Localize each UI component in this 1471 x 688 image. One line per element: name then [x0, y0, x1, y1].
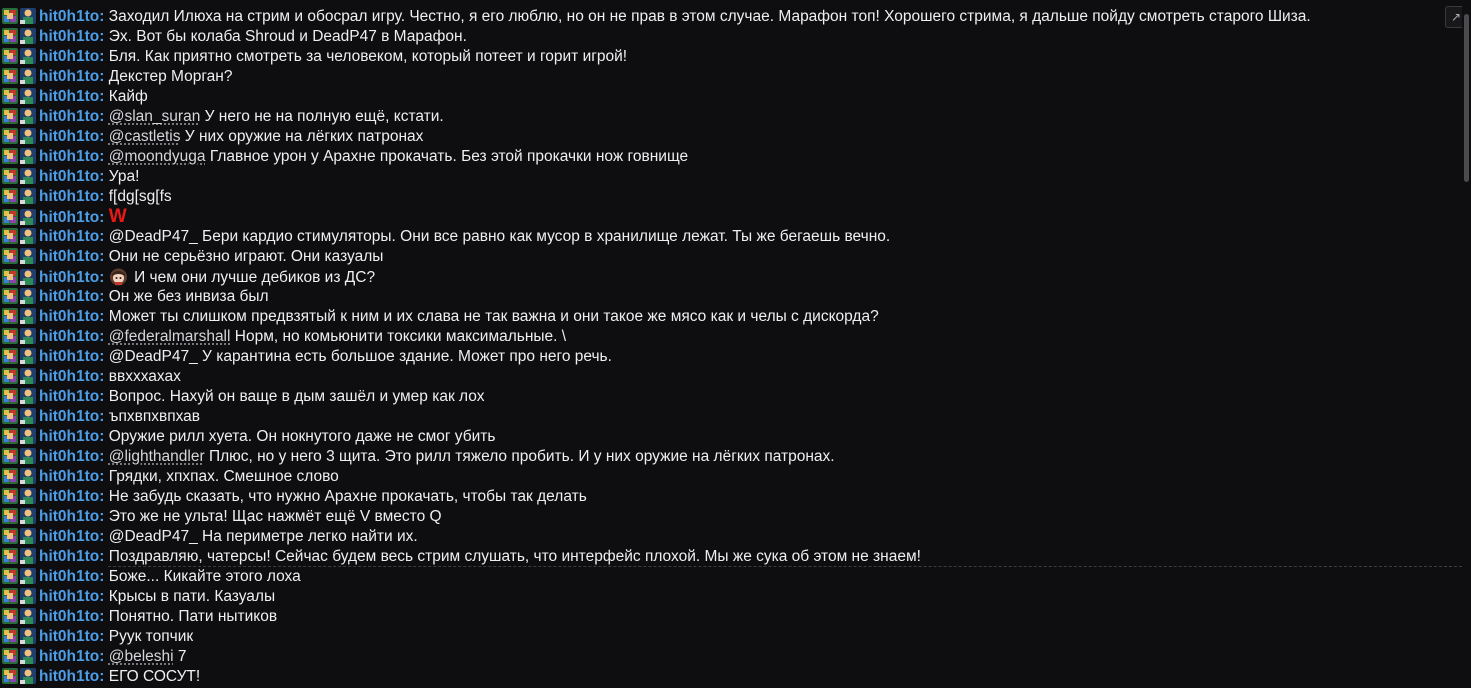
chat-username[interactable]: hit0h1to: — [39, 528, 105, 545]
chat-message-text: 7 — [177, 648, 187, 665]
chat-username[interactable]: hit0h1to: — [39, 269, 105, 286]
subscriber-badge-icon[interactable] — [2, 508, 18, 524]
subscriber-badge-icon[interactable] — [2, 168, 18, 184]
chat-username[interactable]: hit0h1to: — [39, 28, 105, 45]
chat-message-text: ввхххахах — [108, 368, 181, 385]
user-avatar-badge-icon[interactable] — [20, 48, 36, 64]
chat-message — [0, 647, 1462, 667]
subscriber-badge-icon[interactable] — [2, 328, 18, 344]
subscriber-badge-icon[interactable] — [2, 428, 18, 444]
user-avatar-badge-icon[interactable] — [20, 269, 36, 285]
subscriber-badge-icon[interactable] — [2, 148, 18, 164]
chat-username[interactable]: hit0h1to: — [39, 508, 105, 525]
chat-message — [0, 367, 1462, 387]
subscriber-badge-icon[interactable] — [2, 368, 18, 384]
user-avatar-badge-icon[interactable] — [20, 288, 36, 304]
user-avatar-badge-icon[interactable] — [20, 668, 36, 684]
chat-message — [0, 507, 1462, 527]
user-avatar-badge-icon[interactable] — [20, 209, 36, 225]
chat-username[interactable]: hit0h1to: — [39, 388, 105, 405]
chat-username[interactable]: hit0h1to: — [39, 468, 105, 485]
subscriber-badge-icon[interactable] — [2, 668, 18, 684]
subscriber-badge-icon[interactable] — [2, 48, 18, 64]
user-avatar-badge-icon[interactable] — [20, 368, 36, 384]
chat-username[interactable]: hit0h1to: — [39, 448, 105, 465]
chat-message-text: ъпхвпхвпхав — [108, 408, 201, 425]
chat-message — [0, 387, 1462, 407]
chat-username[interactable]: hit0h1to: — [39, 108, 105, 125]
user-avatar-badge-icon[interactable] — [20, 168, 36, 184]
chat-message — [0, 487, 1462, 507]
user-avatar-badge-icon[interactable] — [20, 648, 36, 664]
chat-message-text: Понятно. Пати нытиков — [108, 608, 278, 625]
chat-message-text: Это же не ульта! Щас нажмёт ещё V вместо Q — [108, 508, 442, 525]
chat-message — [0, 627, 1462, 647]
subscriber-badge-icon[interactable] — [2, 28, 18, 44]
subscriber-badge-icon[interactable] — [2, 448, 18, 464]
chat-message-text: f[dg[sg[fs — [108, 188, 172, 205]
chat-username[interactable]: hit0h1to: — [39, 608, 105, 625]
user-avatar-badge-icon[interactable] — [20, 628, 36, 644]
user-avatar-badge-icon[interactable] — [20, 428, 36, 444]
chat-message-text: @DeadP47_ Бери кардио стимуляторы. Они все равно как мусор в хранилище лежат. Ты же бегаешь вечно. — [108, 228, 891, 245]
chat-message-text: Ура! — [108, 168, 140, 185]
chat-username[interactable]: hit0h1to: — [39, 488, 105, 505]
chat-username[interactable]: hit0h1to: — [39, 68, 105, 85]
chat-message-text: Он же без инвиза был — [108, 288, 269, 305]
chat-message — [0, 347, 1462, 367]
user-avatar-badge-icon[interactable] — [20, 228, 36, 244]
chat-message — [0, 227, 1462, 247]
chat-username[interactable]: hit0h1to: — [39, 48, 105, 65]
chat-message — [0, 67, 1462, 87]
chat-username[interactable]: hit0h1to: — [39, 308, 105, 325]
user-avatar-badge-icon[interactable] — [20, 608, 36, 624]
scrollbar[interactable] — [1462, 0, 1471, 688]
user-avatar-badge-icon[interactable] — [20, 108, 36, 124]
chat-message-text: Руук топчик — [108, 628, 194, 645]
chat-username[interactable]: hit0h1to: — [39, 348, 105, 365]
chat-message-text: @DeadP47_ У карантина есть большое здание. Может про него речь. — [108, 348, 612, 365]
chat-username[interactable]: hit0h1to: — [39, 408, 105, 425]
subscriber-badge-icon[interactable] — [2, 228, 18, 244]
subscriber-badge-icon[interactable] — [2, 528, 18, 544]
subscriber-badge-icon[interactable] — [2, 568, 18, 584]
chat-message-text: И чем они лучше дебиков из ДС? — [134, 269, 376, 286]
chat-username[interactable]: hit0h1to: — [39, 428, 105, 445]
user-avatar-badge-icon[interactable] — [20, 508, 36, 524]
chat-message-text: ЕГО СОСУТ! — [108, 668, 201, 685]
chat-message-text: Декстер Морган? — [108, 68, 233, 85]
chat-message — [0, 327, 1462, 347]
chat-message — [0, 307, 1462, 327]
chat-message — [0, 447, 1462, 467]
chat-username[interactable]: hit0h1to: — [39, 288, 105, 305]
user-avatar-badge-icon[interactable] — [20, 308, 36, 324]
chat-message — [0, 427, 1462, 447]
subscriber-badge-icon[interactable] — [2, 408, 18, 424]
chat-username[interactable]: hit0h1to: — [39, 168, 105, 185]
chat-message — [0, 547, 1462, 567]
chat-username[interactable]: hit0h1to: — [39, 188, 105, 205]
chat-message — [0, 247, 1462, 267]
subscriber-badge-icon[interactable] — [2, 468, 18, 484]
chat-message — [0, 667, 1462, 687]
user-avatar-badge-icon[interactable] — [20, 28, 36, 44]
chat-mention[interactable]: @moondyuga — [108, 148, 206, 165]
user-avatar-badge-icon[interactable] — [20, 528, 36, 544]
chat-message — [0, 47, 1462, 67]
chat-message — [0, 27, 1462, 47]
chat-username[interactable]: hit0h1to: — [39, 548, 105, 565]
subscriber-badge-icon[interactable] — [2, 388, 18, 404]
chat-message — [0, 87, 1462, 107]
subscriber-badge-icon[interactable] — [2, 248, 18, 264]
chat-message-text: Оружие рилл хуета. Он нокнутого даже не смог убить — [108, 428, 496, 445]
subscriber-badge-icon[interactable] — [2, 608, 18, 624]
chat-message — [0, 167, 1462, 187]
subscriber-badge-icon[interactable] — [2, 628, 18, 644]
subscriber-badge-icon[interactable] — [2, 288, 18, 304]
chat-mention[interactable]: @lighthandler — [108, 448, 205, 465]
subscriber-badge-icon[interactable] — [2, 209, 18, 225]
chat-message-text: У них оружие на лёгких патронах — [184, 128, 424, 145]
chat-message — [0, 187, 1462, 207]
chat-mention[interactable]: @beleshi — [108, 648, 174, 665]
user-avatar-badge-icon[interactable] — [20, 128, 36, 144]
user-avatar-badge-icon[interactable] — [20, 408, 36, 424]
chat-message — [0, 567, 1462, 587]
subscriber-badge-icon[interactable] — [2, 68, 18, 84]
user-avatar-badge-icon[interactable] — [20, 248, 36, 264]
chat-message — [0, 7, 1462, 27]
anime-girl-emote-icon[interactable] — [109, 267, 128, 286]
chat-message — [0, 107, 1462, 127]
chat-username[interactable]: hit0h1to: — [39, 648, 105, 665]
chat-message — [0, 527, 1462, 547]
chat-username[interactable]: hit0h1to: — [39, 328, 105, 345]
chat-message-text: Кайф — [108, 88, 148, 105]
chat-message — [0, 147, 1462, 167]
chat-message — [0, 127, 1462, 147]
user-avatar-badge-icon[interactable] — [20, 8, 36, 24]
user-avatar-badge-icon[interactable] — [20, 68, 36, 84]
chat-message-text: Заходил Илюха на стрим и обосрал игру. Честно, я его люблю, но он не прав в этом случае. Марафон топ! Хорошего стрима, я дальше пойду смотреть старого Шиза. — [108, 8, 1311, 25]
chat-username[interactable]: hit0h1to: — [39, 128, 105, 145]
chat-message-text: Норм, но комьюнити токсики максимальные. \ — [234, 328, 567, 345]
chat-mention[interactable]: @slan_suran — [108, 108, 201, 125]
user-avatar-badge-icon[interactable] — [20, 348, 36, 364]
chat-message-text: Крысы в пати. Казуалы — [108, 588, 276, 605]
chat-message-text: Вопрос. Нахуй он ваще в дым зашёл и умер как лох — [108, 388, 485, 405]
chat-message — [0, 287, 1462, 307]
chat-emote-text: W — [108, 207, 127, 227]
chat-message-text: Главное урон у Арахне прокачать. Без этой прокачки нож говнище — [209, 148, 689, 165]
chat-message-text: Эх. Вот бы колаба Shroud и DeadP47 в Марафон. — [108, 28, 467, 45]
chat-message — [0, 407, 1462, 427]
subscriber-badge-icon[interactable] — [2, 88, 18, 104]
chat-message-text: Может ты слишком предвзятый к ним и их слава не так важна и они такое же мясо как и челы с дискорда? — [108, 308, 879, 325]
chat-message-text: Не забудь сказать, что нужно Арахне прокачать, чтобы так делать — [108, 488, 587, 505]
chat-message — [0, 607, 1462, 627]
subscriber-badge-icon[interactable] — [2, 128, 18, 144]
user-avatar-badge-icon[interactable] — [20, 188, 36, 204]
subscriber-badge-icon[interactable] — [2, 648, 18, 664]
user-avatar-badge-icon[interactable] — [20, 88, 36, 104]
subscriber-badge-icon[interactable] — [2, 488, 18, 504]
chat-username[interactable]: hit0h1to: — [39, 228, 105, 245]
external-link-icon[interactable]: ↗ — [1445, 6, 1467, 28]
subscriber-badge-icon[interactable] — [2, 188, 18, 204]
chat-message — [0, 207, 1462, 227]
chat-username[interactable]: hit0h1to: — [39, 209, 105, 226]
user-avatar-badge-icon[interactable] — [20, 448, 36, 464]
chat-username[interactable]: hit0h1to: — [39, 8, 105, 25]
chat-username[interactable]: hit0h1to: — [39, 568, 105, 585]
chat-username[interactable]: hit0h1to: — [39, 248, 105, 265]
chat-message-text: Поздравляю, чатерсы! Сейчас будем весь стрим слушать, что интерфейс плохой. Мы же сука об этом не знаем! — [108, 548, 921, 565]
subscriber-badge-icon[interactable] — [2, 108, 18, 124]
subscriber-badge-icon[interactable] — [2, 308, 18, 324]
chat-username[interactable]: hit0h1to: — [39, 368, 105, 385]
chat-username[interactable]: hit0h1to: — [39, 668, 105, 685]
chat-message-text: Они не серьёзно играют. Они казуалы — [108, 248, 384, 265]
subscriber-badge-icon[interactable] — [2, 8, 18, 24]
user-avatar-badge-icon[interactable] — [20, 388, 36, 404]
user-avatar-badge-icon[interactable] — [20, 568, 36, 584]
chat-message-text: Боже... Кикайте этого лоха — [108, 568, 301, 585]
chat-message — [0, 587, 1462, 607]
subscriber-badge-icon[interactable] — [2, 269, 18, 285]
chat-mention[interactable]: @castletis — [108, 128, 181, 145]
chat-message — [0, 267, 1462, 287]
user-avatar-badge-icon[interactable] — [20, 328, 36, 344]
chat-username[interactable]: hit0h1to: — [39, 628, 105, 645]
scrollbar-thumb[interactable] — [1464, 14, 1469, 182]
user-avatar-badge-icon[interactable] — [20, 468, 36, 484]
chat-message-text: Бля. Как приятно смотреть за человеком, который потеет и горит игрой! — [108, 48, 628, 65]
chat-username[interactable]: hit0h1to: — [39, 588, 105, 605]
user-avatar-badge-icon[interactable] — [20, 148, 36, 164]
chat-message — [0, 467, 1462, 487]
user-avatar-badge-icon[interactable] — [20, 588, 36, 604]
subscriber-badge-icon[interactable] — [2, 548, 18, 564]
chat-message-text: @DeadP47_ На периметре легко найти их. — [108, 528, 418, 545]
chat-mention[interactable]: @federalmarshall — [108, 328, 231, 345]
subscriber-badge-icon[interactable] — [2, 588, 18, 604]
chat-username[interactable]: hit0h1to: — [39, 148, 105, 165]
user-avatar-badge-icon[interactable] — [20, 548, 36, 564]
chat-username[interactable]: hit0h1to: — [39, 88, 105, 105]
chat-message-text: У него не на полную ещё, кстати. — [204, 108, 444, 125]
chat-message-text: Грядки, хпхпах. Смешное слово — [108, 468, 339, 485]
user-avatar-badge-icon[interactable] — [20, 488, 36, 504]
subscriber-badge-icon[interactable] — [2, 348, 18, 364]
chat-message-text: Плюс, но у него 3 щита. Это рилл тяжело пробить. И у них оружие на лёгких патронах. — [208, 448, 835, 465]
